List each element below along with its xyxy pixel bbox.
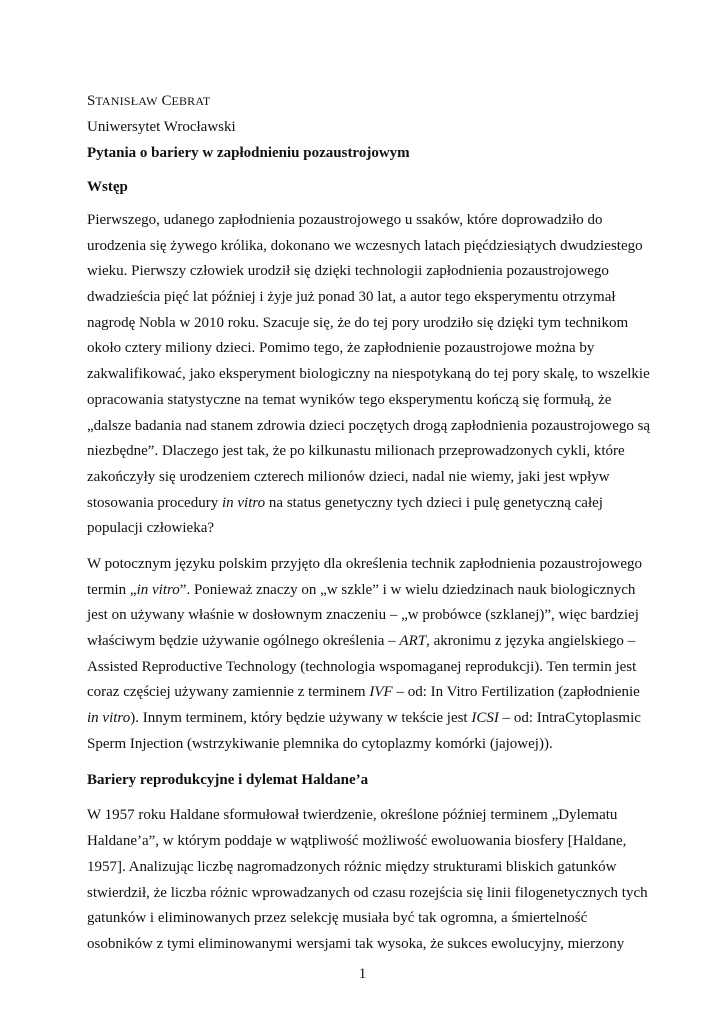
- paragraph-intro-2: [87, 552, 647, 758]
- paragraph-barriers-1: [87, 803, 647, 957]
- section-heading-barriers: Bariery reprodukcyjne i dylemat Haldane’a: [87, 772, 369, 789]
- university: Uniwersytet Wrocławski: [87, 119, 236, 135]
- text-line: gatunków i eliminowanych przez selekcję musiała być tak ogromna, a śmiertelność: [87, 910, 588, 927]
- text-line: zakończyły się urodzeniem czterech milionów dzieci, nadal nie wiemy, jaki jest wpływ: [87, 468, 610, 485]
- text-line: Assisted Reproductive Technology (technologia wspomaganej reprodukcji). Ten termin jest: [87, 658, 637, 675]
- text-line: osobników z tymi eliminowanymi wersjami tak wysoka, że sukces ewolucyjny, mierzony: [87, 935, 625, 952]
- text-line: nagrodę Nobla w 2010 roku. Szacuje się, że do tej pory urodziło się dzięki tym technikom: [87, 314, 629, 331]
- paragraph-intro-1: [87, 208, 651, 542]
- text-line: dwadzieścia pięć lat później i żyje już ponad 30 lat, a autor tego eksperymentu otrzymał: [87, 289, 616, 306]
- text-line: właściwym będzie używanie ogólnego określenia – ART, akronimu z języka angielskiego –: [87, 633, 636, 649]
- text-line: Sperm Injection (wstrzykiwanie plemnika do cytoplazmy komórki (jajowej)).: [87, 735, 553, 752]
- text-line: wieku. Pierwszy człowiek urodził się dzięki technologii zapłodnienia pozaustrojowego: [87, 263, 609, 280]
- text-line: opracowania statystyczne na temat wyników tego eksperymentu kończą się formułą, że: [87, 391, 612, 408]
- author-name: STANISŁAW CEBRAT: [87, 93, 211, 109]
- text-line: jest on używany właśnie w dosłownym znaczeniu – „w probówce (szklanej)”, więc bardziej: [87, 607, 639, 624]
- text-line: około cztery miliony dzieci. Pomimo tego, że zapłodnienie pozaustrojowe można by: [87, 340, 595, 357]
- section-heading-intro: Wstęp: [87, 179, 128, 195]
- text-line: W potocznym języku polskim przyjęto dla określenia technik zapłodnienia pozaustrojowego: [87, 555, 642, 572]
- document-page: [87, 88, 651, 958]
- text-line: zakwalifikować, jako eksperyment biologiczny na niespotykaną do tej pory skalę, to wszelkie: [87, 366, 650, 383]
- text-line: populacji człowieka?: [87, 520, 215, 537]
- text-line: urodzenia się żywego królika, dokonano we wczesnych latach pięćdziesiątych dwudziestego: [87, 237, 643, 254]
- text-line: 1957]. Analizując liczbę nagromadzonych różnic między strukturami bliskich gatunków: [87, 858, 617, 875]
- text-line: Haldane’a”, w którym poddaje w wątpliwość możliwość ewoluowania biosfery [Haldane,: [87, 833, 627, 850]
- page-number: 1: [358, 966, 367, 982]
- text-line: „dalsze badania nad stanem zdrowia dzieci poczętych drogą zapłodnienia pozaustrojowego są: [87, 417, 651, 434]
- text-line: stosowania procedury in vitro na status genetyczny tych dzieci i pulę genetyczną całej: [87, 494, 603, 511]
- text-line: niezbędne”. Dlaczego jest tak, że po kilkunastu milionach przeprowadzonych cykli, które: [87, 443, 625, 460]
- paper-title: Pytania o bariery w zapłodnieniu pozaustrojowym: [87, 145, 410, 161]
- text-line: in vitro). Innym terminem, który będzie używany w tekście jest ICSI – od: IntraCytoplasmic: [87, 710, 641, 727]
- text-line: W 1957 roku Haldane sformułował twierdzenie, określone później terminem „Dylematu: [87, 807, 618, 824]
- text-line: termin „in vitro”. Ponieważ znaczy on „w szkle” i w wielu dziedzinach nauk biologicznych: [87, 581, 636, 598]
- text-line: Pierwszego, udanego zapłodnienia pozaustrojowego u ssaków, które doprowadziło do: [87, 212, 603, 228]
- text-line: stwierdził, że liczba różnic wprowadzanych od czasu rozejścia się linii filogenetycznych tych: [87, 884, 648, 901]
- text-line: coraz częściej używany zamiennie z terminem IVF – od: In Vitro Fertilization (zapłodnienie: [87, 684, 640, 701]
